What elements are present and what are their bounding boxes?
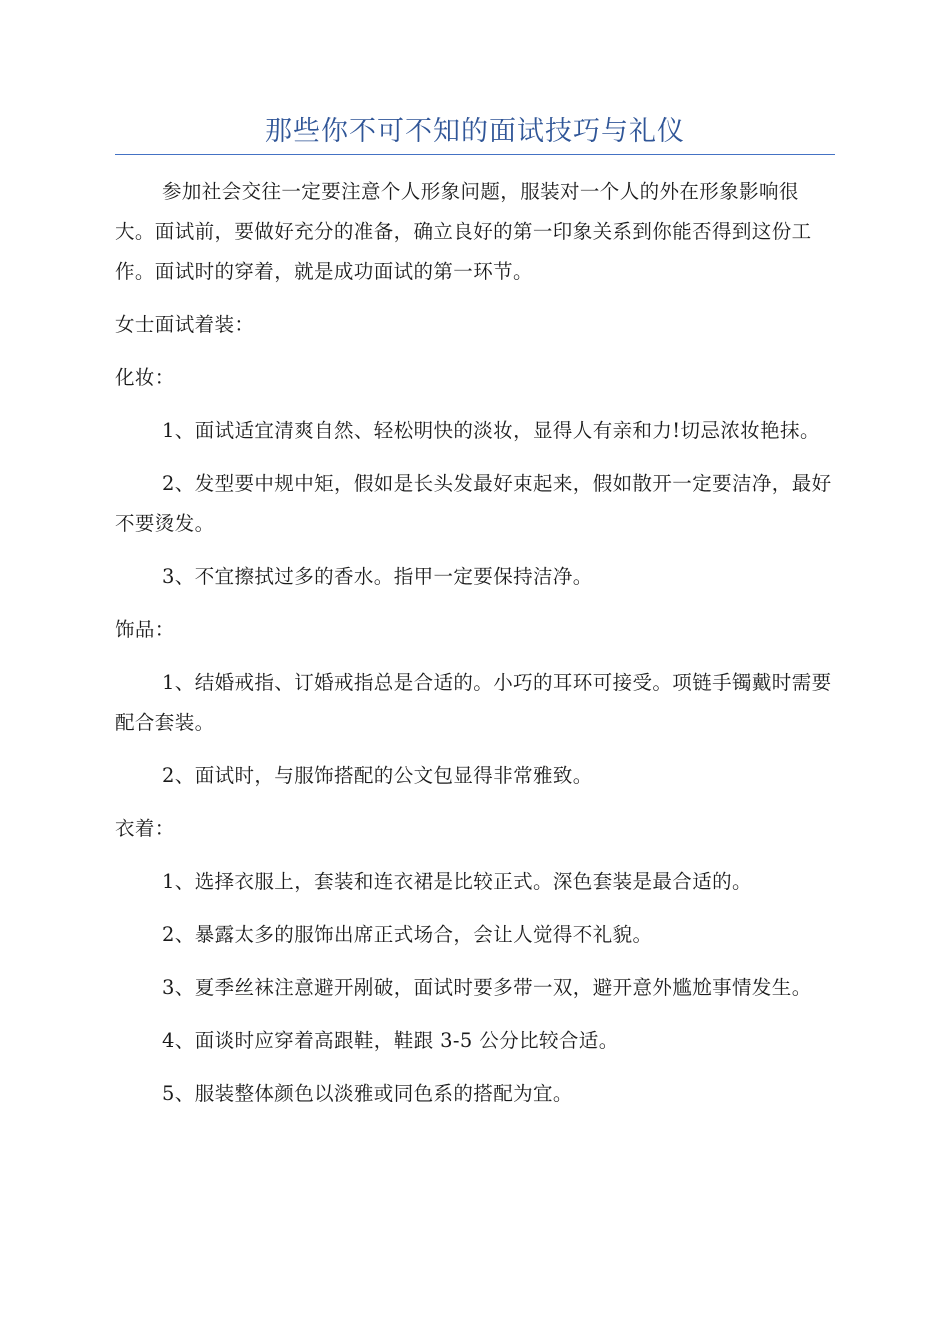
accessories-item-1: 1、结婚戒指、订婚戒指总是合适的。小巧的耳环可接受。项链手镯戴时需要配合套装。 bbox=[115, 671, 832, 734]
title-underline bbox=[115, 154, 835, 155]
accessories-item-2: 2、面试时，与服饰搭配的公文包显得非常雅致。 bbox=[162, 764, 593, 787]
clothing-item-5: 5、服装整体颜色以淡雅或同色系的搭配为宜。 bbox=[162, 1082, 573, 1105]
makeup-item-2: 2、发型要中规中矩，假如是长头发最好束起来，假如散开一定要洁净，最好不要烫发。 bbox=[115, 472, 832, 535]
document-title: 那些你不可不知的面试技巧与礼仪 bbox=[265, 116, 685, 147]
document-body bbox=[115, 172, 835, 1127]
section-heading-women-attire: 女士面试着装： bbox=[115, 313, 255, 336]
subheading-makeup: 化妆： bbox=[115, 366, 175, 389]
clothing-item-3: 3、夏季丝袜注意避开剐破，面试时要多带一双，避开意外尴尬事情发生。 bbox=[162, 976, 812, 999]
makeup-item-1: 1、面试适宜清爽自然、轻松明快的淡妆，显得人有亲和力!切忌浓妆艳抹。 bbox=[162, 419, 820, 442]
clothing-item-2: 2、暴露太多的服饰出席正式场合，会让人觉得不礼貌。 bbox=[162, 923, 653, 946]
intro-paragraph: 参加社会交往一定要注意个人形象问题，服装对一个人的外在形象影响很大。面试前，要做好充分的准备，确立良好的第一印象关系到你能否得到这份工作。面试时的穿着，就是成功面试的第一环节。 bbox=[115, 180, 812, 283]
clothing-item-1: 1、选择衣服上，套装和连衣裙是比较正式。深色套装是最合适的。 bbox=[162, 870, 752, 893]
clothing-item-4: 4、面谈时应穿着高跟鞋，鞋跟 3-5 公分比较合适。 bbox=[162, 1029, 619, 1052]
makeup-item-3: 3、不宜擦拭过多的香水。指甲一定要保持洁净。 bbox=[162, 565, 593, 588]
subheading-accessories: 饰品： bbox=[115, 618, 175, 641]
subheading-clothing: 衣着： bbox=[115, 817, 175, 840]
